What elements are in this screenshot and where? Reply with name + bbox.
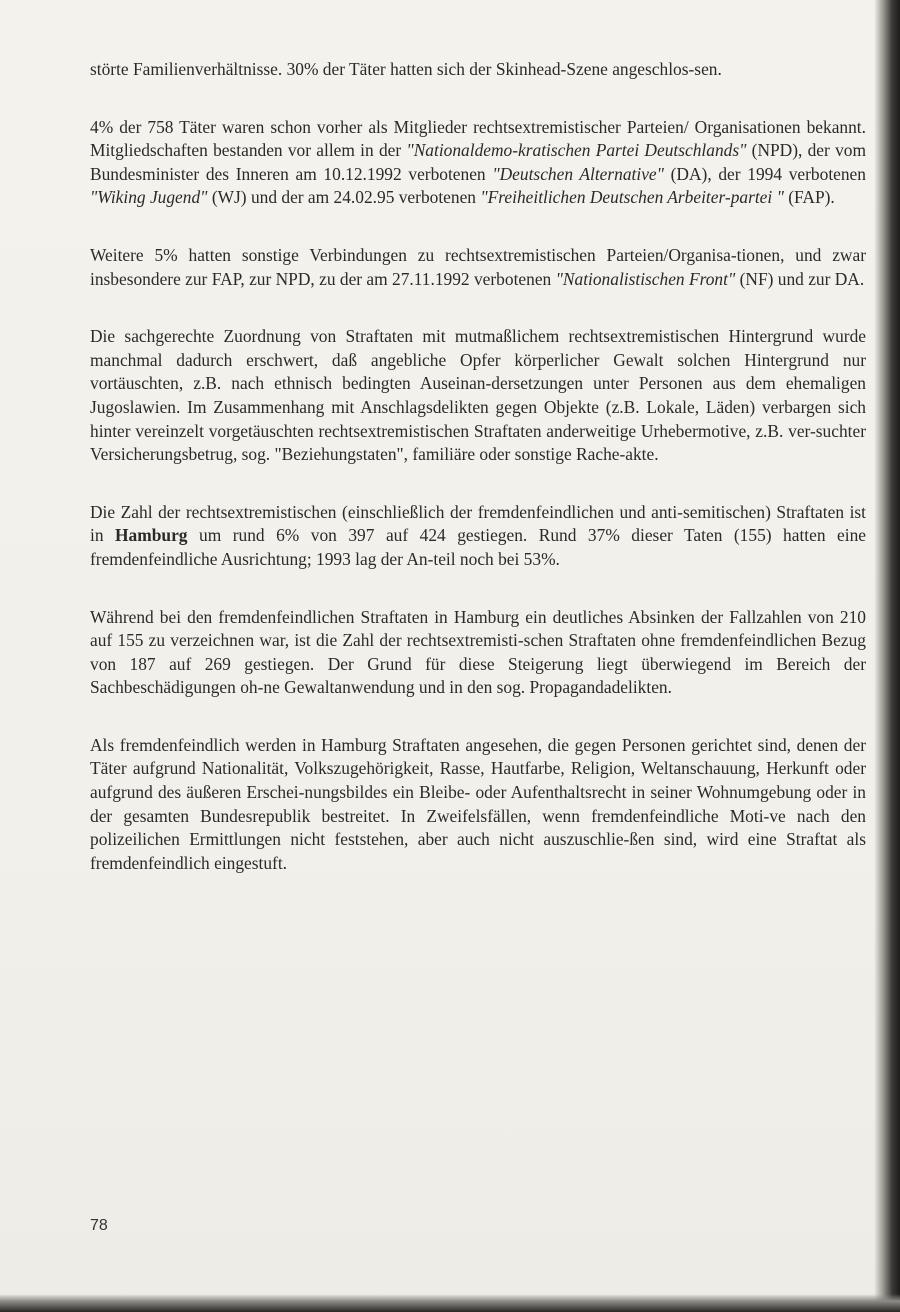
- paragraph-6: [90, 606, 866, 700]
- text-segment: Weitere 5% hatten sonstige Verbindungen zu rechtsextremistischen Parteien/Organisa-tionen, und zwar insbesondere zur FAP, zur NPD, zu der am 27.11.1992 verbotenen: [90, 244, 866, 289]
- text-segment: "Nationalistischen Front": [555, 268, 736, 289]
- paragraph-3: [90, 244, 866, 291]
- text-segment: (NF) und zur DA.: [735, 268, 865, 289]
- text-segment: (NPD), der vom Bundesminister des Inneren am 10.12.1992 verbotenen: [90, 140, 866, 184]
- text-segment: "Nationaldemo-kratischen Partei Deutschlands": [406, 140, 747, 161]
- text-segment: (DA), der 1994 verbotenen: [663, 163, 866, 184]
- text-segment: Die sachgerechte Zuordnung von Straftaten mit mutmaßlichem rechtsextremistischen Hintergrund wurde manchmal dadurch erschwert, daß angebliche Opfer körperlicher Gewalt solchen Hintergrund nur vortäuschten, z.B. nach ethnisch bedingten Auseinan-dersetzungen unter Personen aus dem ehemaligen Jugoslawien. Im Zusammenhang mit Anschlagsdelikten gegen Objekte (z.B. Lokale, Läden) verbargen sich hinter vereinzelt vorgetäuschten rechtsextremistischen Straftaten anderweitige Urhebermotive, z.B. ver-suchter Versicherungsbetrug, sog. "Beziehungstaten", familiäre oder sonstige Rache-akte.: [90, 326, 866, 465]
- paragraph-1: [90, 58, 866, 82]
- paragraph-7: [90, 734, 866, 876]
- paragraph-4: [90, 325, 866, 467]
- page-number: 78: [90, 1217, 108, 1234]
- paragraph-2: [90, 116, 866, 210]
- text-column: [90, 58, 866, 875]
- text-segment: "Freiheitlichen Deutschen Arbeiter-partei ": [480, 187, 784, 208]
- text-segment: Während bei den fremdenfeindlichen Straftaten in Hamburg ein deutliches Absinken der Fallzahlen von 210 auf 155 zu verzeichnen war, ist die Zahl der rechtsextremisti-schen Straftaten ohne fremdenfeindlichen Bezug von 187 auf 269 gestiegen. Der Grund für diese Steigerung liegt überwiegend im Bereich der Sachbeschädigungen oh-ne Gewaltanwendung und in den sog. Propagandadelikten.: [90, 606, 866, 698]
- text-segment: störte Familienverhältnisse. 30% der Täter hatten sich der Skinhead-Szene angeschlos-sen.: [90, 59, 722, 79]
- text-segment: "Deutschen Alternative": [492, 163, 664, 184]
- text-segment: (FAP).: [783, 187, 835, 208]
- text-segment: "Wiking Jugend": [90, 187, 208, 208]
- text-segment: Als fremdenfeindlich werden in Hamburg Straftaten angesehen, die gegen Personen gerichtet sind, denen der Täter aufgrund Nationalität, Volkszugehörigkeit, Rasse, Hautfarbe, Religion, Weltanschauung, Herkunft oder aufgrund des äußeren Erschei-nungsbildes ein Bleibe- oder Aufenthaltsrecht in seiner Wohnumgebung oder in der gesamten Bundesrepublik bestreitet. In Zweifelsfällen, wenn fremdenfeindliche Moti-ve nach den polizeilichen Ermittlungen nicht feststehen, aber auch nicht auszuschlie-ßen sind, wird eine Straftat als fremdenfeindlich eingestuft.: [90, 734, 866, 873]
- text-segment: 4% der 758 Täter waren schon vorher als Mitglieder rechtsextremistischer Parteien/ Organisationen bekannt. Mitgliedschaften bestanden vor allem in der: [90, 116, 866, 161]
- page-bottom-edge: [0, 1294, 900, 1312]
- text-segment: (WJ) und der am 24.02.95 verbotenen: [207, 187, 481, 208]
- text-segment: Die Zahl der rechtsextremistischen (einschließlich der fremdenfeindlichen und anti-semitischen) Straftaten ist in: [90, 501, 866, 546]
- text-segment: Hamburg: [115, 525, 188, 546]
- book-spine-shadow: [874, 0, 900, 1312]
- paragraph-5: [90, 501, 866, 572]
- text-segment: um rund 6% von 397 auf 424 gestiegen. Rund 37% dieser Taten (155) hatten eine fremdenfeindliche Ausrichtung; 1993 lag der An-teil noch bei 53%.: [90, 525, 867, 569]
